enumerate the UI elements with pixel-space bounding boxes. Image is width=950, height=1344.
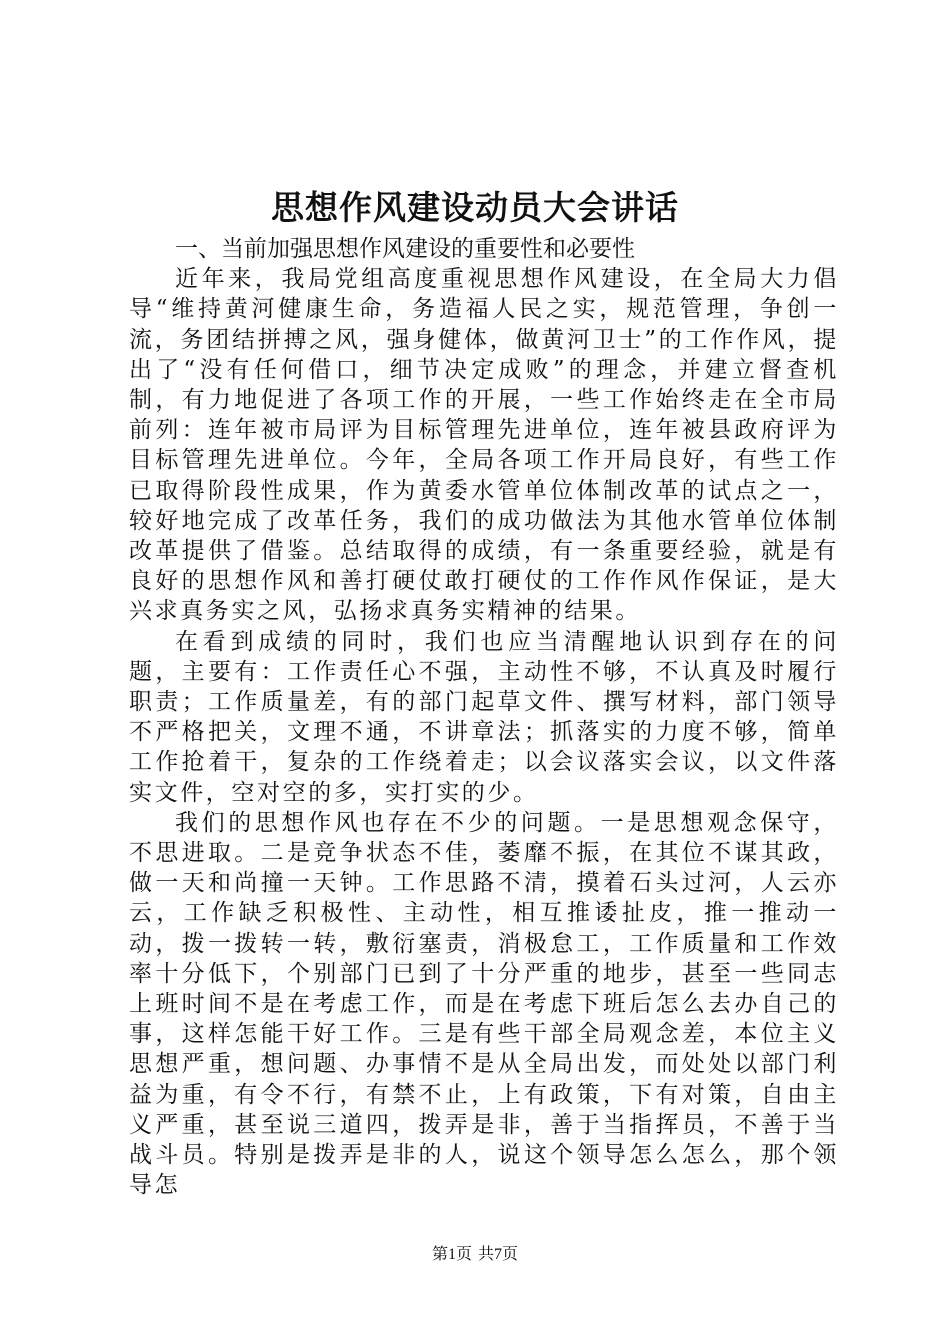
section-heading: 一、当前加强思想作风建设的重要性和必要性 [175, 236, 635, 262]
paragraph-problems: 在看到成绩的同时，我们也应当清醒地认识到存在的问题，主要有：工作责任心不强，主动性不够，不认真及时履行职责；工作质量差，有的部门起草文件、撰写材料，部门领导不严格把关，文理不通，不讲章法；抓落实的力度不够，简单工作抢着干，复杂的工作绕着走；以会议落实会议，以文件落实文件，空对空的多，实打实的少。 [129, 628, 839, 806]
document-title: 思想作风建设动员大会讲话 [271, 188, 679, 227]
page-footer [0, 1243, 950, 1267]
page-number: 第1页 [431, 1246, 472, 1263]
paragraph-achievements: 近年来，我局党组高度重视思想作风建设，在全局大力倡导“维持黄河健康生命，务造福人民之实，规范管理，争创一流，务团结拼搏之风，强身健体，做黄河卫士”的工作作风，提出了“没有任何借口，细节决定成败”的理念，并建立督查机制，有力地促进了各项工作的开展，一些工作始终走在全市局前列：连年被市局评为目标管理先进单位，连年被县政府评为目标管理先进单位。今年，全局各项工作开局良好，有些工作已取得阶段性成果，作为黄委水管单位体制改革的试点之一，较好地完成了改革任务，我们的成功做法为其他水管单位体制改革提供了借鉴。总结取得的成绩，有一条重要经验，就是有良好的思想作风和善打硬仗敢打硬仗的工作作风作保证，是大兴求真务实之风，弘扬求真务实精神的结果。 [129, 266, 839, 625]
page-total: 共7页 [478, 1246, 519, 1263]
document-body [129, 234, 839, 1201]
paragraph-style-issues: 我们的思想作风也存在不少的问题。一是思想观念保守，不思进取。二是竞争状态不佳，萎靡不振，在其位不谋其政，做一天和尚撞一天钟。工作思路不清，摸着石头过河，人云亦云，工作缺乏积极性、主动性，相互推诿扯皮，推一推动一动，拨一拨转一转，敷衍塞责，消极怠工，工作质量和工作效率十分低下，个别部门已到了十分严重的地步，甚至一些同志上班时间不是在考虑工作，而是在考虑下班后怎么去办自己的事，这样怎能干好工作。三是有些干部全局观念差，本位主义思想严重，想问题、办事情不是从全局出发，而处处以部门利益为重，有令不行，有禁不止，上有政策，下有对策，自由主义严重，甚至说三道四，拨弄是非，善于当指挥员，不善于当战斗员。特别是拨弄是非的人，说这个领导怎么怎么，那个领导怎 [129, 809, 839, 1199]
